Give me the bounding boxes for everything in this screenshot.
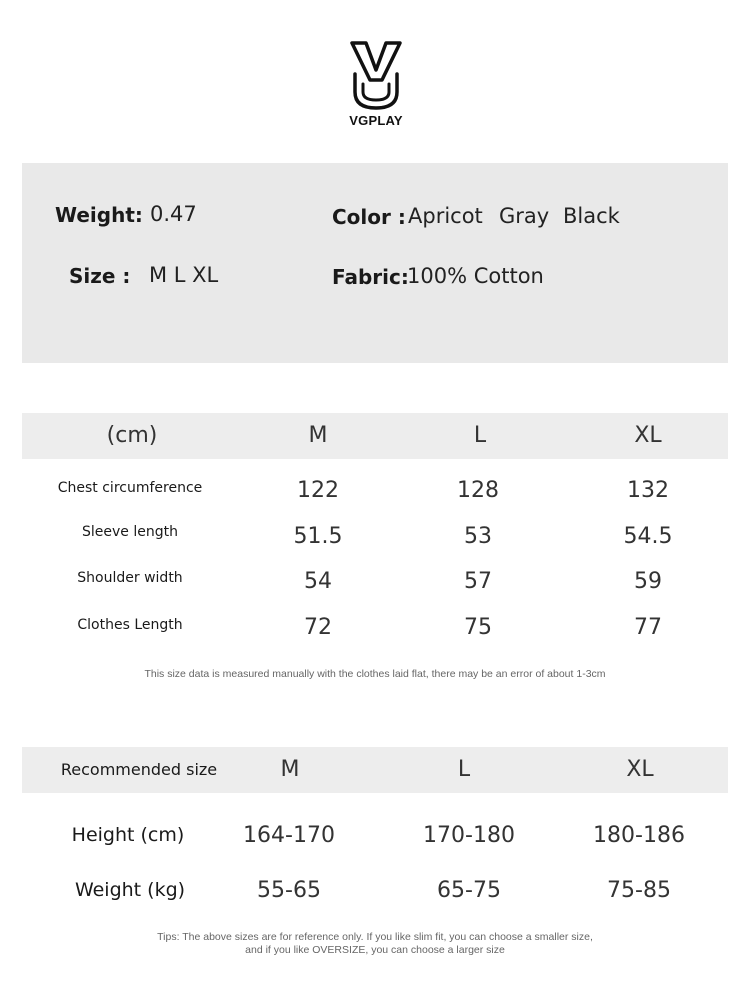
rec-weight-m: 55-65: [257, 878, 321, 903]
table-row: [0, 615, 750, 639]
rec-header-xl: XL: [626, 757, 654, 782]
cell-chest-l: 128: [457, 478, 499, 503]
weight-label: Weight:: [55, 203, 143, 227]
fabric-value: 100% Cotton: [407, 264, 544, 288]
size-header-xl: XL: [634, 423, 662, 448]
table-row: [0, 823, 750, 851]
cell-sleeve-m: 51.5: [293, 524, 343, 549]
measurement-note: This size data is measured manually with the clothes laid flat, there may be an error of about 1-3cm: [144, 668, 606, 680]
fabric-label: Fabric:: [332, 265, 409, 289]
size-header-l: L: [473, 423, 487, 448]
rec-height-l: 170-180: [423, 823, 515, 848]
rec-header-l: L: [457, 757, 471, 782]
row-label-length: Clothes Length: [77, 617, 183, 633]
product-info-panel: [22, 163, 728, 363]
recommended-table-header: [22, 747, 728, 793]
weight-value: 0.47: [150, 202, 197, 226]
rec-header-m: M: [280, 757, 300, 782]
recommended-header: Recommended size: [60, 760, 218, 779]
color-value-black: Black: [563, 204, 620, 228]
tips-line-1: Tips: The above sizes are for reference only. If you like slim fit, you can choose a smaller size,: [157, 931, 593, 943]
cell-length-xl: 77: [634, 615, 662, 640]
table-row: [0, 878, 750, 906]
cell-chest-m: 122: [297, 478, 339, 503]
cell-shoulder-m: 54: [304, 569, 332, 594]
rec-label-weight: Weight (kg): [74, 879, 186, 901]
cell-chest-xl: 132: [627, 478, 669, 503]
rec-weight-l: 65-75: [437, 878, 501, 903]
rec-height-m: 164-170: [243, 823, 335, 848]
cell-shoulder-l: 57: [464, 569, 492, 594]
size-table-header: [22, 413, 728, 459]
size-value: M L XL: [149, 263, 219, 287]
table-row: [0, 524, 750, 548]
cell-length-l: 75: [464, 615, 492, 640]
cell-shoulder-xl: 59: [634, 569, 662, 594]
cell-sleeve-xl: 54.5: [623, 524, 673, 549]
row-label-shoulder: Shoulder width: [77, 570, 183, 586]
tips-line-2: and if you like OVERSIZE, you can choose a larger size: [245, 944, 505, 956]
color-label: Color :: [332, 205, 406, 229]
brand-name: VGPLAY: [349, 113, 403, 128]
size-label-text: Size :: [69, 264, 131, 288]
rec-label-height: Height (cm): [71, 824, 185, 846]
color-value-apricot: Apricot: [408, 204, 483, 228]
brand-logo: [338, 40, 414, 130]
cell-sleeve-l: 53: [464, 524, 492, 549]
table-row: [0, 478, 750, 502]
size-label: [69, 264, 130, 288]
table-row: [0, 569, 750, 593]
rec-weight-xl: 75-85: [607, 878, 671, 903]
cell-length-m: 72: [304, 615, 332, 640]
unit-header: (cm): [106, 423, 158, 448]
row-label-sleeve: Sleeve length: [82, 524, 178, 540]
row-label-chest: Chest circumference: [57, 480, 203, 496]
color-value-gray: Gray: [499, 204, 550, 228]
size-header-m: M: [308, 423, 328, 448]
vgplay-logo-icon: [349, 40, 403, 112]
rec-height-xl: 180-186: [593, 823, 685, 848]
